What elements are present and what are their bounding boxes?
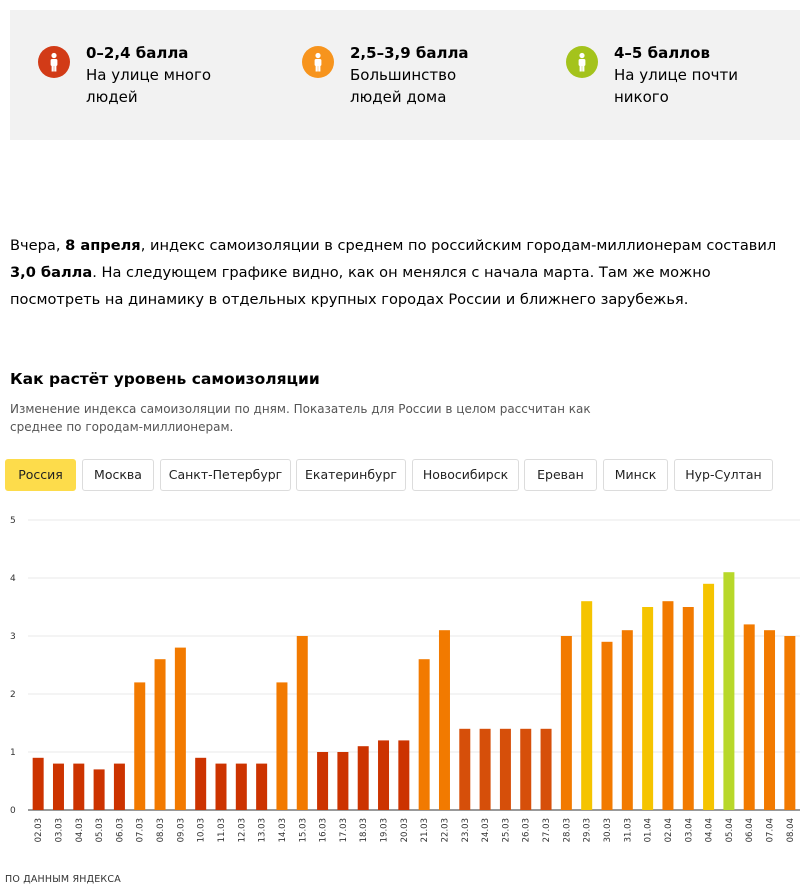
bar <box>703 584 714 810</box>
bar <box>114 764 125 810</box>
x-tick-label: 17.03 <box>338 818 349 843</box>
bar <box>439 630 450 810</box>
bar <box>216 764 227 810</box>
bar <box>297 636 308 810</box>
tab-russia[interactable]: Россия <box>5 459 76 491</box>
tab-yekaterinburg[interactable]: Екатеринбург <box>296 459 406 491</box>
bar-chart <box>0 505 810 865</box>
bar <box>155 659 166 810</box>
x-tick-label: 08.04 <box>785 818 796 843</box>
tab-minsk[interactable]: Минск <box>603 459 668 491</box>
legend-range: 4–5 баллов <box>614 44 710 62</box>
tab-nur-sultan[interactable]: Нур-Султан <box>674 459 773 491</box>
x-tick-label: 02.04 <box>663 818 674 843</box>
bar <box>784 636 795 810</box>
legend-description: людей <box>86 88 138 106</box>
x-tick-label: 08.03 <box>156 818 167 843</box>
legend-description: никого <box>614 88 669 106</box>
x-tick-label: 26.03 <box>521 818 532 843</box>
legend-range: 2,5–3,9 балла <box>350 44 469 62</box>
x-tick-label: 21.03 <box>420 818 431 843</box>
x-tick-label: 14.03 <box>277 818 288 843</box>
legend-description: людей дома <box>350 88 447 106</box>
x-tick-label: 03.04 <box>684 818 695 843</box>
bar <box>236 764 247 810</box>
x-tick-label: 29.03 <box>582 818 593 843</box>
x-tick-label: 30.03 <box>603 818 613 843</box>
legend-description: На улице почти <box>614 66 738 84</box>
x-tick-label: 23.03 <box>460 818 471 843</box>
chart-title: Как растёт уровень самоизоляции <box>10 370 320 388</box>
x-tick-label: 10.03 <box>196 818 207 843</box>
x-tick-label: 01.04 <box>643 818 654 843</box>
legend-panel <box>10 10 800 140</box>
x-tick-label: 06.04 <box>745 818 756 843</box>
bar <box>642 607 653 810</box>
person-icon <box>566 46 598 78</box>
x-tick-label: 05.03 <box>95 818 106 843</box>
tab-novosibirsk[interactable]: Новосибирск <box>412 459 519 491</box>
bar <box>195 758 206 810</box>
legend-description: На улице много <box>86 66 212 84</box>
source-note: ПО ДАННЫМ ЯНДЕКСА <box>5 874 121 885</box>
paragraph-text: . На следующем графике видно, как он менялся с начала марта. Там же можно посмотреть на динамику в отдельных крупных городах России и ближнего зарубежья. <box>10 264 711 308</box>
legend-description: Большинство <box>350 66 457 84</box>
bar <box>602 642 613 810</box>
x-tick-label: 31.03 <box>623 818 634 843</box>
bar <box>459 729 470 810</box>
bar <box>398 740 409 810</box>
bar <box>683 607 694 810</box>
x-tick-label: 03.03 <box>54 818 65 843</box>
bar <box>419 659 430 810</box>
x-tick-label: 25.03 <box>501 818 512 843</box>
bar <box>520 729 531 810</box>
bar <box>276 682 287 810</box>
y-tick-label: 1 <box>10 748 16 758</box>
bar <box>33 758 44 810</box>
x-tick-label: 19.03 <box>379 818 390 843</box>
paragraph-text: , индекс самоизоляции в среднем по российским городам-миллионерам составил <box>140 237 777 254</box>
bar <box>73 764 84 810</box>
x-tick-label: 22.03 <box>440 818 451 843</box>
x-tick-label: 07.03 <box>135 818 146 843</box>
x-tick-label: 02.03 <box>34 818 45 843</box>
intro-paragraph <box>10 232 790 313</box>
bar <box>480 729 491 810</box>
tab-moscow[interactable]: Москва <box>82 459 154 491</box>
x-tick-label: 05.04 <box>724 818 735 843</box>
y-tick-label: 2 <box>10 690 16 700</box>
x-tick-label: 20.03 <box>399 818 410 843</box>
x-tick-label: 24.03 <box>481 818 492 843</box>
x-tick-label: 04.04 <box>704 818 715 843</box>
bar <box>500 729 511 810</box>
legend-range: 0–2,4 балла <box>86 44 189 62</box>
person-icon <box>38 46 70 78</box>
y-tick-label: 5 <box>10 516 16 526</box>
paragraph-date: 8 апреля <box>65 237 141 254</box>
bar <box>561 636 572 810</box>
tab-yerevan[interactable]: Ереван <box>524 459 597 491</box>
bar <box>358 746 369 810</box>
y-tick-label: 3 <box>10 632 16 642</box>
x-tick-label: 07.04 <box>765 818 776 843</box>
x-tick-label: 12.03 <box>237 818 248 843</box>
bar <box>622 630 633 810</box>
paragraph-score: 3,0 балла <box>10 264 93 281</box>
x-tick-label: 11.03 <box>217 818 227 843</box>
bar <box>53 764 64 810</box>
x-tick-label: 16.03 <box>318 818 329 843</box>
x-tick-label: 27.03 <box>542 818 553 843</box>
bar <box>94 769 105 810</box>
x-tick-label: 28.03 <box>562 818 573 843</box>
bar <box>764 630 775 810</box>
bar <box>581 601 592 810</box>
bar <box>175 648 186 810</box>
bar <box>378 740 389 810</box>
x-tick-label: 18.03 <box>359 818 370 843</box>
bar <box>662 601 673 810</box>
bar <box>317 752 328 810</box>
bar <box>337 752 348 810</box>
x-tick-label: 09.03 <box>176 818 187 843</box>
paragraph-text: Вчера, <box>10 237 66 254</box>
y-tick-label: 4 <box>10 574 16 584</box>
chart-subtitle: Изменение индекса самоизоляции по дням. Показатель для России в целом рассчитан как среднее по городам-миллионерам. <box>10 402 591 434</box>
bar <box>723 572 734 810</box>
x-tick-label: 04.03 <box>74 818 85 843</box>
x-tick-label: 13.03 <box>257 818 268 843</box>
person-icon <box>302 46 334 78</box>
y-tick-label: 0 <box>10 806 16 816</box>
bar <box>134 682 145 810</box>
x-tick-label: 06.03 <box>115 818 126 843</box>
bar <box>256 764 267 810</box>
bar <box>541 729 552 810</box>
x-tick-label: 15.03 <box>298 818 309 843</box>
tab-saint-petersburg[interactable]: Санкт-Петербург <box>160 459 291 491</box>
bar <box>744 624 755 810</box>
